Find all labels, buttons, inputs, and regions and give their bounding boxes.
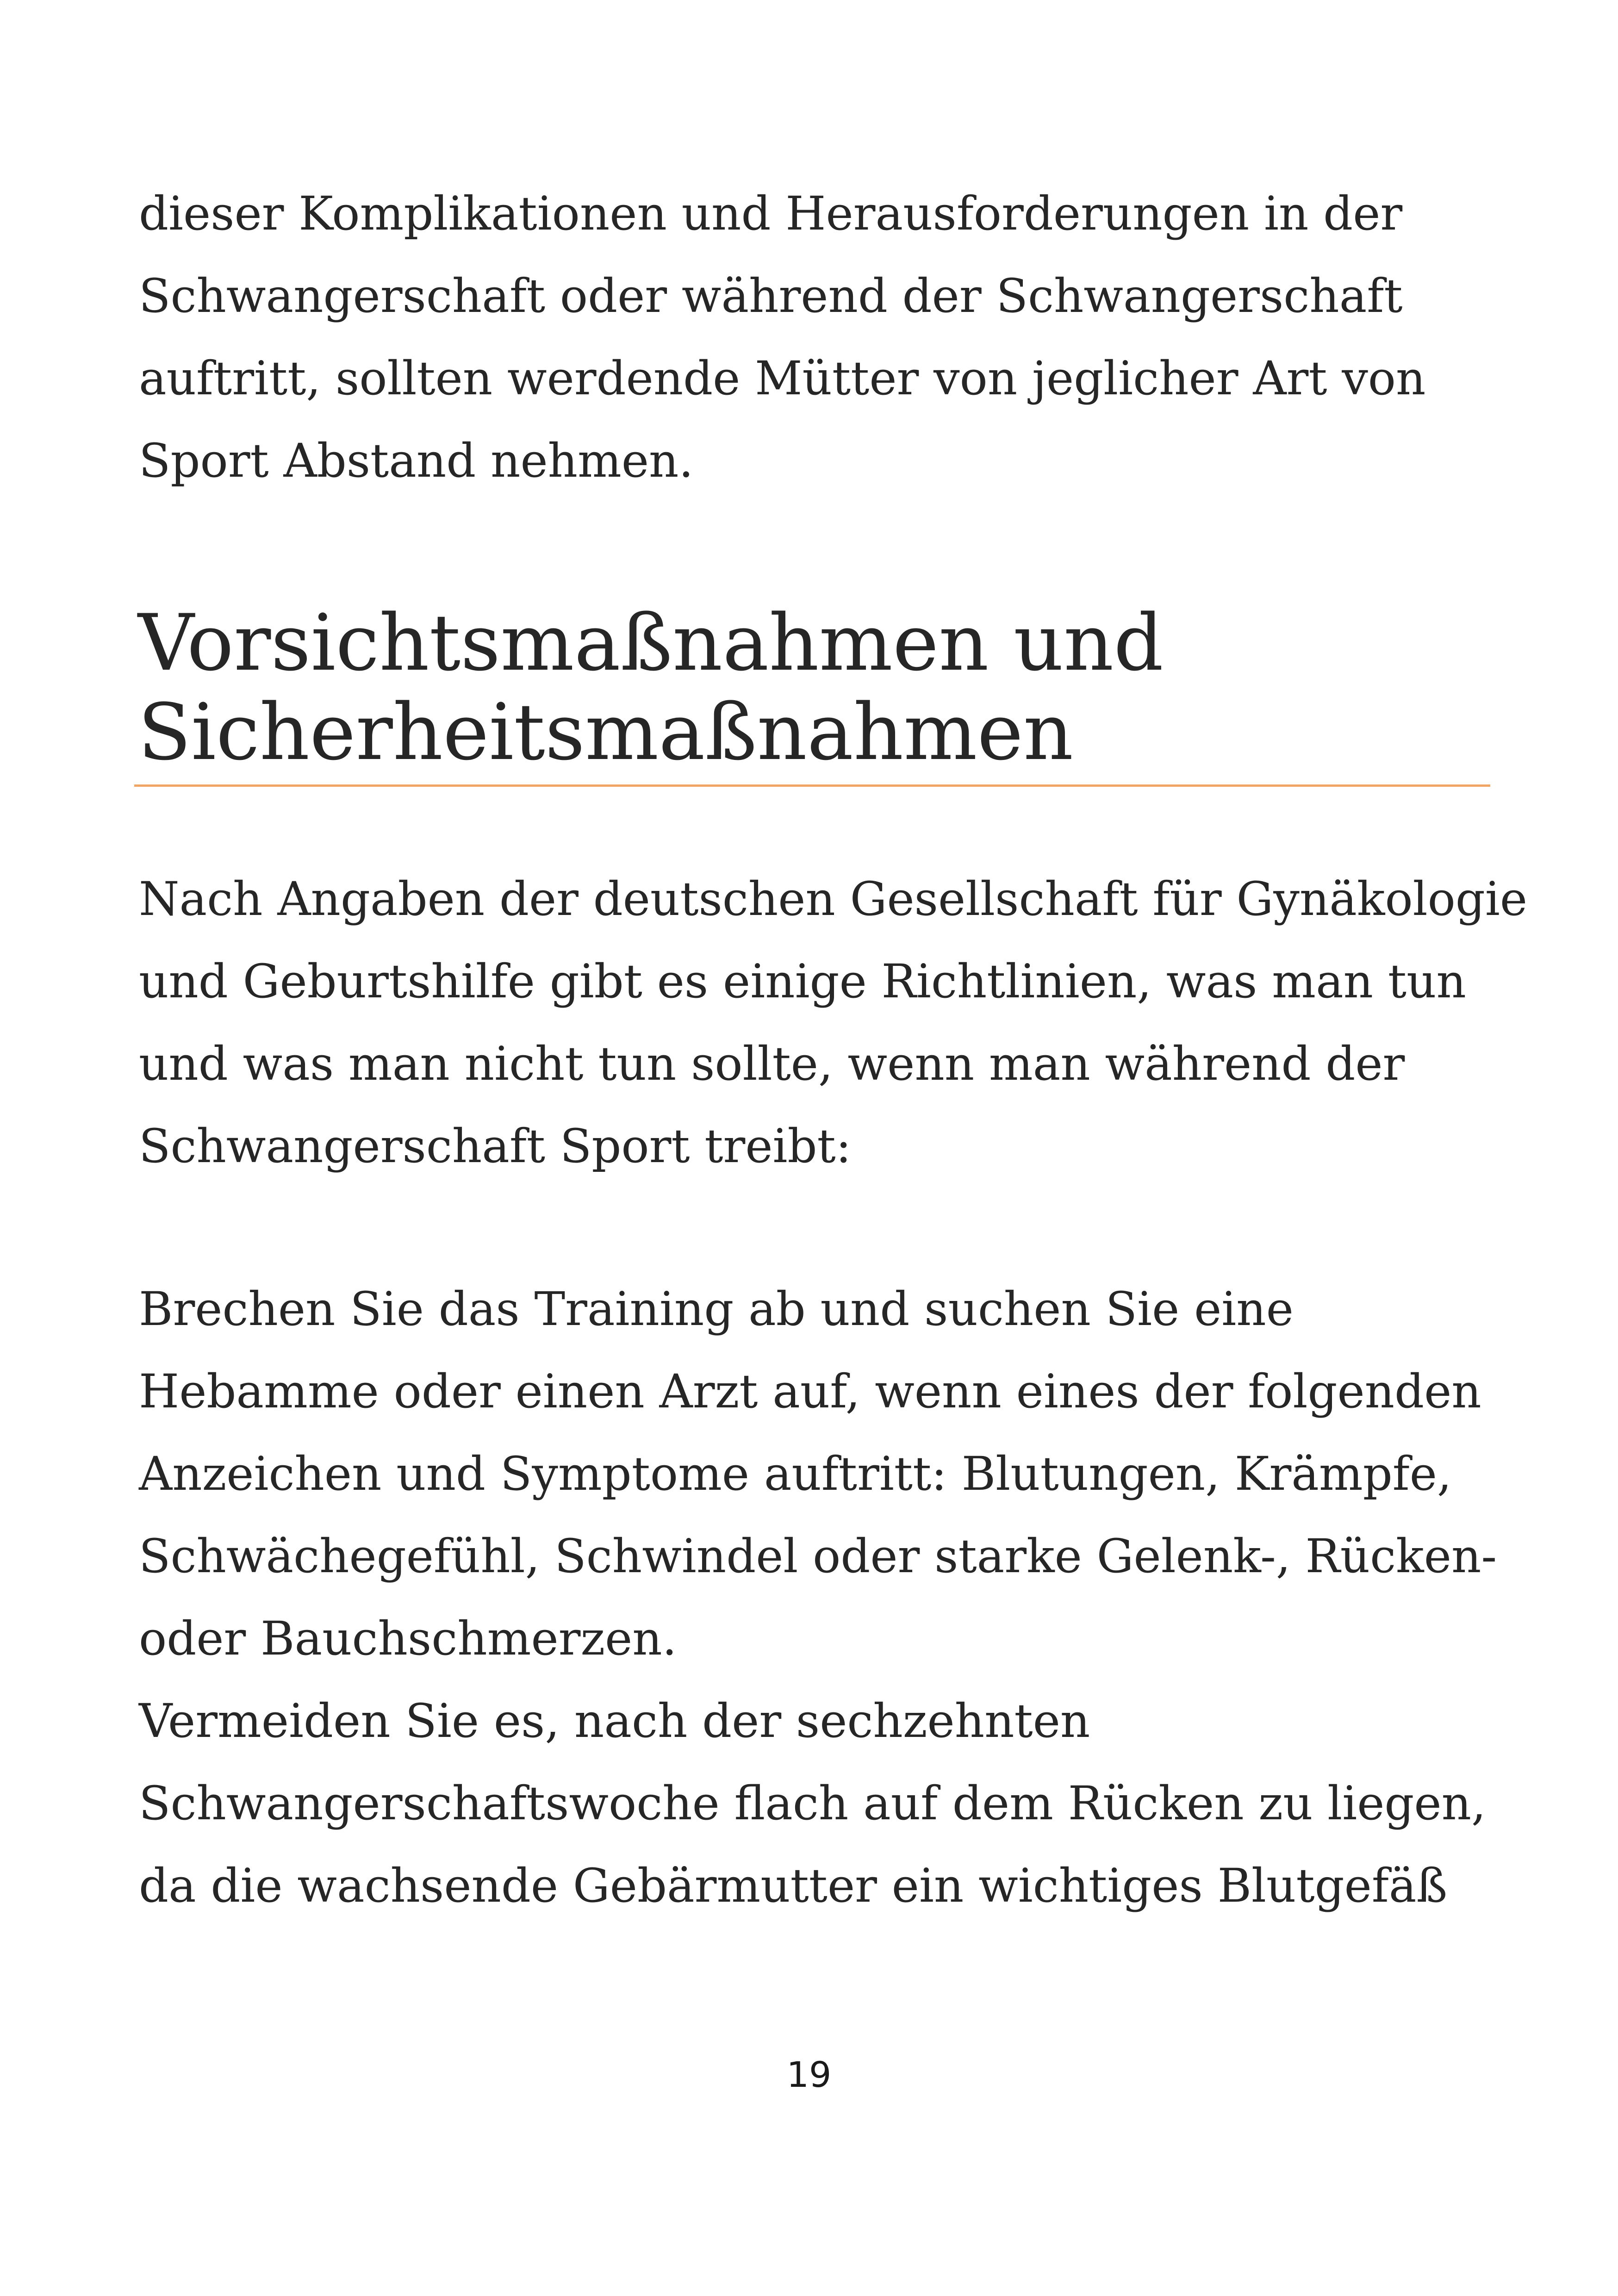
paragraph-line: auftritt, sollten werdende Mütter von jeglicher Art von [139,351,1426,405]
section-heading-line: Vorsichtsmaßnahmen und [138,597,1164,688]
paragraph-line: Nach Angaben der deutschen Gesellschaft für Gynäkologie [139,872,1528,926]
page-number: 19 [786,2054,832,2095]
paragraph-line: Anzeichen und Symptome auftritt: Blutungen, Krämpfe, [139,1447,1452,1501]
heading-underline-divider [134,784,1490,787]
paragraph-line: und was man nicht tun sollte, wenn man während der [139,1037,1405,1091]
paragraph-line: da die wachsende Gebärmutter ein wichtiges Blutgefäß [139,1859,1448,1913]
paragraph-line: Vermeiden Sie es, nach der sechzehnten [139,1694,1090,1748]
paragraph-line: Schwangerschaftswoche flach auf dem Rücken zu liegen, [139,1776,1486,1830]
paragraph-line: Schwächegefühl, Schwindel oder starke Gelenk-, Rücken- [139,1529,1497,1583]
paragraph-line: Hebamme oder einen Arzt auf, wenn eines der folgenden [139,1364,1481,1419]
paragraph-line: Schwangerschaft oder während der Schwangerschaft [139,269,1403,323]
paragraph-line: Sport Abstand nehmen. [139,434,694,488]
paragraph-line: und Geburtshilfe gibt es einige Richtlinien, was man tun [139,954,1466,1008]
section-heading-line: Sicherheitsmaßnahmen [138,687,1074,778]
paragraph-line: Schwangerschaft Sport treibt: [139,1119,852,1173]
paragraph-line: Brechen Sie das Training ab und suchen Sie eine [139,1282,1294,1336]
paragraph-line: oder Bauchschmerzen. [139,1612,677,1666]
paragraph-line: dieser Komplikationen und Herausforderungen in der [139,187,1403,241]
